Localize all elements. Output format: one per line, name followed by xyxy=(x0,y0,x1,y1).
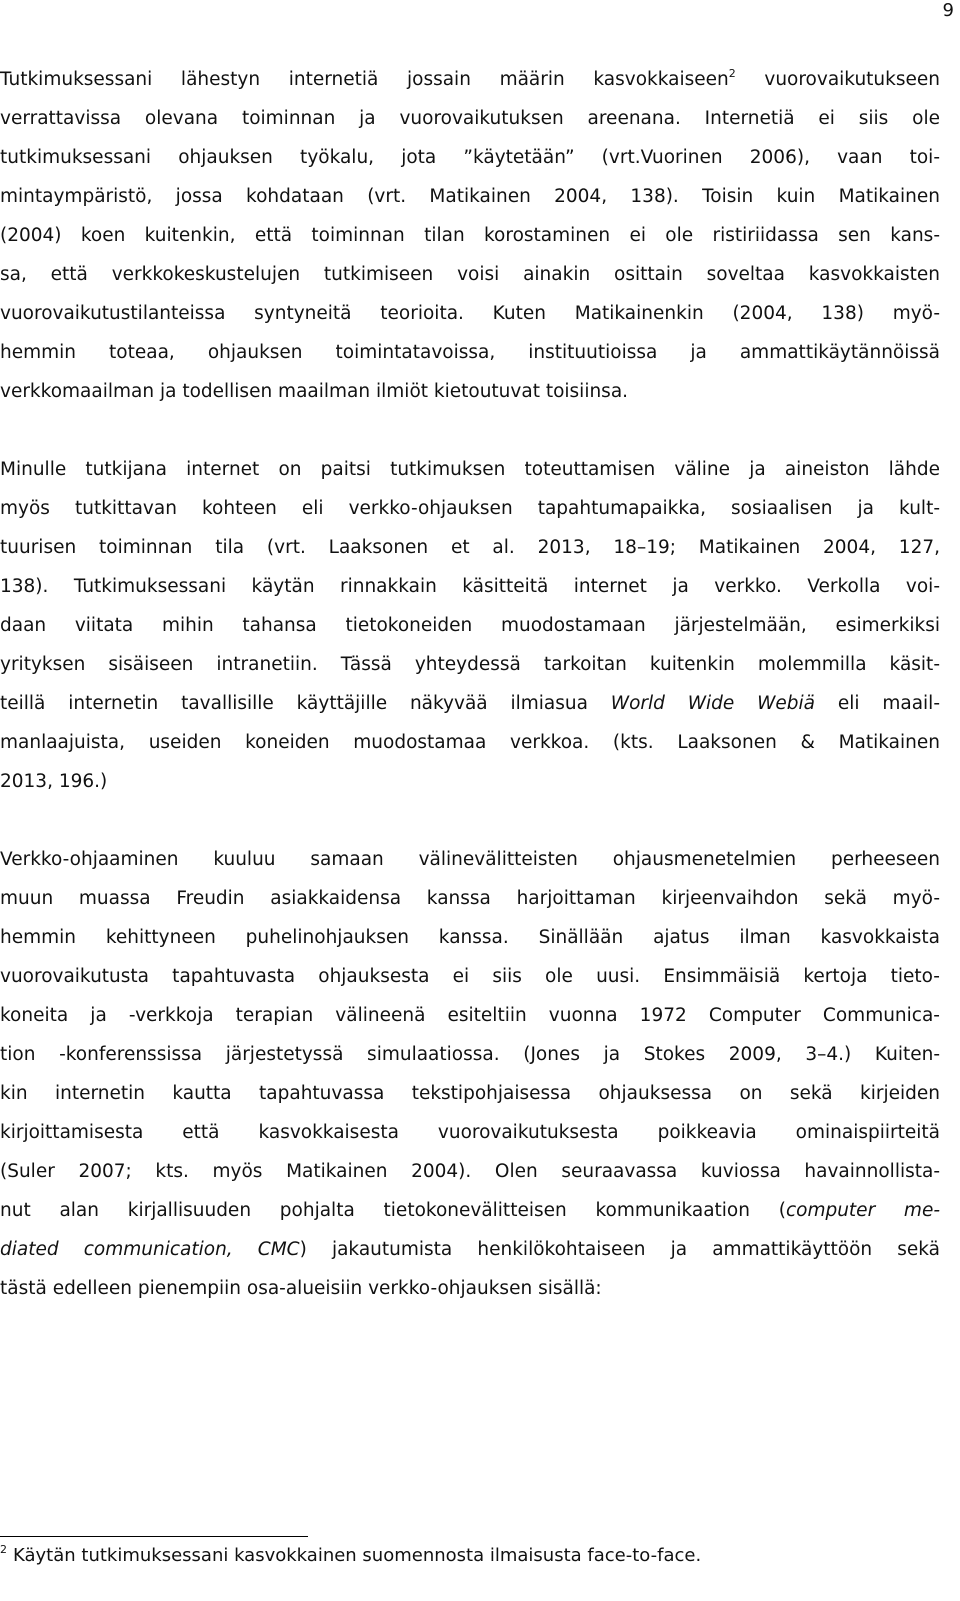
italic-term: World Wide Webiä xyxy=(610,693,816,714)
text-line xyxy=(0,684,940,723)
text-line xyxy=(0,957,940,996)
text-line xyxy=(0,528,940,567)
text-line xyxy=(0,1152,940,1191)
text-segment: tästä edelleen pienempiin osa-alueisiin verkko-ohjauksen sisällä: xyxy=(0,1278,602,1299)
footnote-marker: 2 xyxy=(0,1543,7,1556)
text-segment: (Suler 2007; kts. myös Matikainen 2004). Olen seuraavassa kuviossa havainnollista- xyxy=(0,1161,940,1182)
text-line xyxy=(0,60,940,99)
paragraph xyxy=(0,840,940,1308)
text-line xyxy=(0,1191,940,1230)
text-segment: daan viitata mihin tahansa tietokoneiden muodostamaan järjestelmään, esimerkiksi xyxy=(0,615,940,636)
italic-term: computer me- xyxy=(785,1200,941,1221)
text-line xyxy=(0,1230,940,1269)
text-line xyxy=(0,177,940,216)
text-segment: muun muassa Freudin asiakkaidensa kanssa harjoittaman kirjeenvaihdon sekä myö- xyxy=(0,888,940,909)
text-segment: 2013, 196.) xyxy=(0,771,108,792)
text-line xyxy=(0,996,940,1035)
text-segment: kirjoittamisesta että kasvokkaisesta vuorovaikutuksesta poikkeavia ominaispiirteitä xyxy=(0,1122,940,1143)
paragraph-gap xyxy=(0,411,940,450)
text-segment: hemmin kehittyneen puhelinohjauksen kanssa. Sinällään ajatus ilman kasvokkaista xyxy=(0,927,940,948)
text-segment: tuurisen toiminnan tila (vrt. Laaksonen et al. 2013, 18–19; Matikainen 2004, 127, xyxy=(0,537,940,558)
text-segment: kin internetin kautta tapahtuvassa tekstipohjaisessa ohjauksessa on sekä kirjeiden xyxy=(0,1083,940,1104)
text-segment: teillä internetin tavallisille käyttäjille näkyvää ilmiasua xyxy=(0,693,611,714)
text-segment: nut alan kirjallisuuden pohjalta tietokonevälitteisen kommunikaation ( xyxy=(0,1200,786,1221)
text-segment: vuorovaikutustilanteissa syntyneitä teorioita. Kuten Matikainenkin (2004, 138) myö- xyxy=(0,303,940,324)
text-segment: verrattavissa olevana toiminnan ja vuorovaikutuksen areenana. Internetiä ei siis ole xyxy=(0,108,940,129)
text-segment: vuorovaikutusta tapahtuvasta ohjauksesta ei siis ole uusi. Ensimmäisiä kertoja tieto- xyxy=(0,966,940,987)
text-line xyxy=(0,372,940,411)
text-line xyxy=(0,723,940,762)
text-segment: tion -konferenssissa järjestetyssä simulaatiossa. (Jones ja Stokes 2009, 3–4.) Kuiten- xyxy=(0,1044,940,1065)
text-segment: mintaympäristö, jossa kohdataan (vrt. Matikainen 2004, 138). Toisin kuin Matikainen xyxy=(0,186,940,207)
paragraph xyxy=(0,60,940,411)
text-line xyxy=(0,294,940,333)
paragraph-gap xyxy=(0,801,940,840)
body-text xyxy=(0,60,940,1308)
text-line xyxy=(0,99,940,138)
text-line xyxy=(0,840,940,879)
text-line xyxy=(0,333,940,372)
text-segment: myös tutkittavan kohteen eli verkko-ohjauksen tapahtumapaikka, sosiaalisen ja kult- xyxy=(0,498,940,519)
text-line xyxy=(0,762,940,801)
text-segment: eli maail- xyxy=(815,693,941,714)
text-segment: (2004) koen kuitenkin, että toiminnan tilan korostaminen ei ole ristiriidassa sen kans- xyxy=(0,225,940,246)
text-segment: vuorovaikutukseen xyxy=(735,69,940,90)
text-segment: verkkomaailman ja todellisen maailman ilmiöt kietoutuvat toisiinsa. xyxy=(0,381,629,402)
text-line xyxy=(0,606,940,645)
text-line xyxy=(0,1074,940,1113)
text-line xyxy=(0,1035,940,1074)
text-line xyxy=(0,255,940,294)
text-line xyxy=(0,567,940,606)
footnote-text: Käytän tutkimuksessani kasvokkainen suomennosta ilmaisusta face-to-face. xyxy=(13,1545,702,1566)
text-segment: Verkko-ohjaaminen kuuluu samaan välinevälitteisten ohjausmenetelmien perheeseen xyxy=(0,849,940,870)
text-line xyxy=(0,450,940,489)
text-line xyxy=(0,489,940,528)
text-segment: Minulle tutkijana internet on paitsi tutkimuksen toteuttamisen väline ja aineiston lähde xyxy=(0,459,940,480)
footnote-reference: 2 xyxy=(728,67,736,80)
text-line xyxy=(0,879,940,918)
text-line xyxy=(0,645,940,684)
text-line xyxy=(0,1269,940,1308)
text-segment: yrityksen sisäiseen intranetiin. Tässä yhteydessä tarkoitan kuitenkin molemmilla käsit- xyxy=(0,654,940,675)
text-segment: 138). Tutkimuksessani käytän rinnakkain käsitteitä internet ja verkko. Verkolla voi- xyxy=(0,576,940,597)
text-line xyxy=(0,138,940,177)
paragraph xyxy=(0,450,940,801)
text-line xyxy=(0,918,940,957)
text-segment: manlaajuista, useiden koneiden muodostamaa verkkoa. (kts. Laaksonen & Matikainen xyxy=(0,732,940,753)
footnote xyxy=(0,1544,701,1568)
text-segment: Tutkimuksessani lähestyn internetiä jossain määrin kasvokkaiseen xyxy=(0,69,729,90)
text-segment: koneita ja -verkkoja terapian välineenä esiteltiin vuonna 1972 Computer Communica- xyxy=(0,1005,940,1026)
text-segment: tutkimuksessani ohjauksen työkalu, jota ”käytetään” (vrt.Vuorinen 2006), vaan toi- xyxy=(0,147,940,168)
text-line xyxy=(0,1113,940,1152)
italic-term: diated communication, CMC xyxy=(0,1239,300,1260)
text-segment: sa, että verkkokeskustelujen tutkimiseen voisi ainakin osittain soveltaa kasvokkaisten xyxy=(0,264,940,285)
text-segment: ) jakautumista henkilökohtaiseen ja ammattikäyttöön sekä xyxy=(299,1239,940,1260)
footnote-separator xyxy=(0,1536,308,1537)
text-line xyxy=(0,216,940,255)
text-segment: hemmin toteaa, ohjauksen toimintatavoissa, instituutioissa ja ammattikäytännöissä xyxy=(0,342,940,363)
page-number: 9 xyxy=(942,0,954,21)
